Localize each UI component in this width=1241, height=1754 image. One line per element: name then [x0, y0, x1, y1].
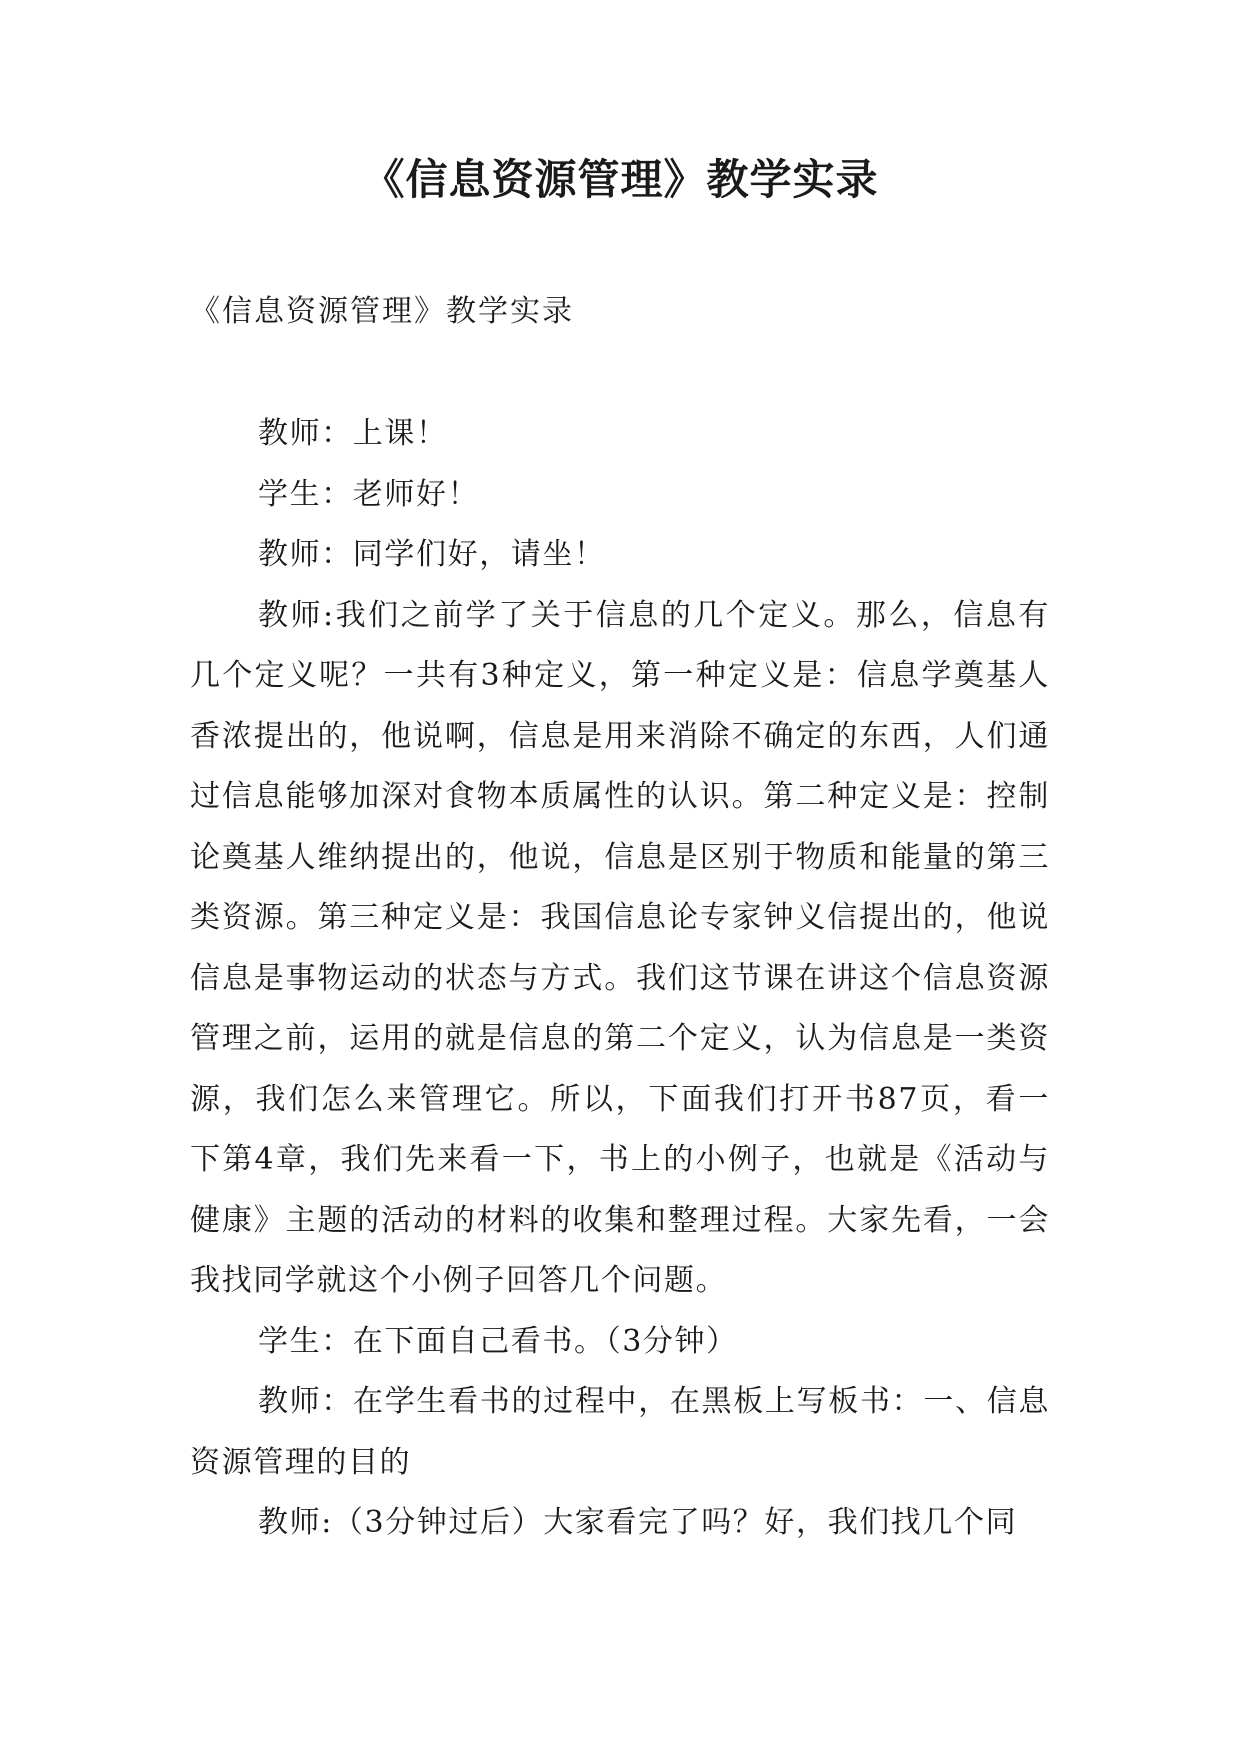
paragraph: 学生：在下面自己看书。（3分钟）: [258, 1323, 738, 1359]
paragraph: 学生：老师好！: [258, 476, 480, 512]
document-body: [190, 404, 1050, 1554]
document-title: 《信息资源管理》教学实录: [362, 155, 879, 204]
document-subtitle: 《信息资源管理》教学实录: [190, 294, 574, 329]
paragraph: 教师:我们之前学了关于信息的几个定义。那么，信息有几个定义呢？一共有3种定义，第一种定义是：信息学奠基人香浓提出的，他说啊，信息是用来消除不确定的东西，人们通过信息能够加深对食物本质属性的认识。第二种定义是：控制论奠基人维纳提出的，他说，信息是区别于物质和能量的第三类资源。第三种定义是：我国信息论专家钟义信提出的，他说信息是事物运动的状态与方式。我们这节课在讲这个信息资源管理之前，运用的就是信息的第二个定义，认为信息是一类资源，我们怎么来管理它。所以，下面我们打开书87页，看一下第4章，我们先来看一下，书上的小例子，也就是《活动与健康》主题的活动的材料的收集和整理过程。大家先看，一会我找同学就这个小例子回答几个问题。: [190, 597, 1050, 1298]
paragraph: 教师:（3分钟过后）大家看完了吗？好，我们找几个同: [258, 1505, 1018, 1540]
paragraph: 教师：同学们好，请坐！: [258, 537, 606, 572]
paragraph: 教师：在学生看书的过程中，在黑板上写板书：一、信息资源管理的目的: [190, 1384, 1050, 1480]
paragraph: 教师：上课！: [258, 416, 448, 451]
